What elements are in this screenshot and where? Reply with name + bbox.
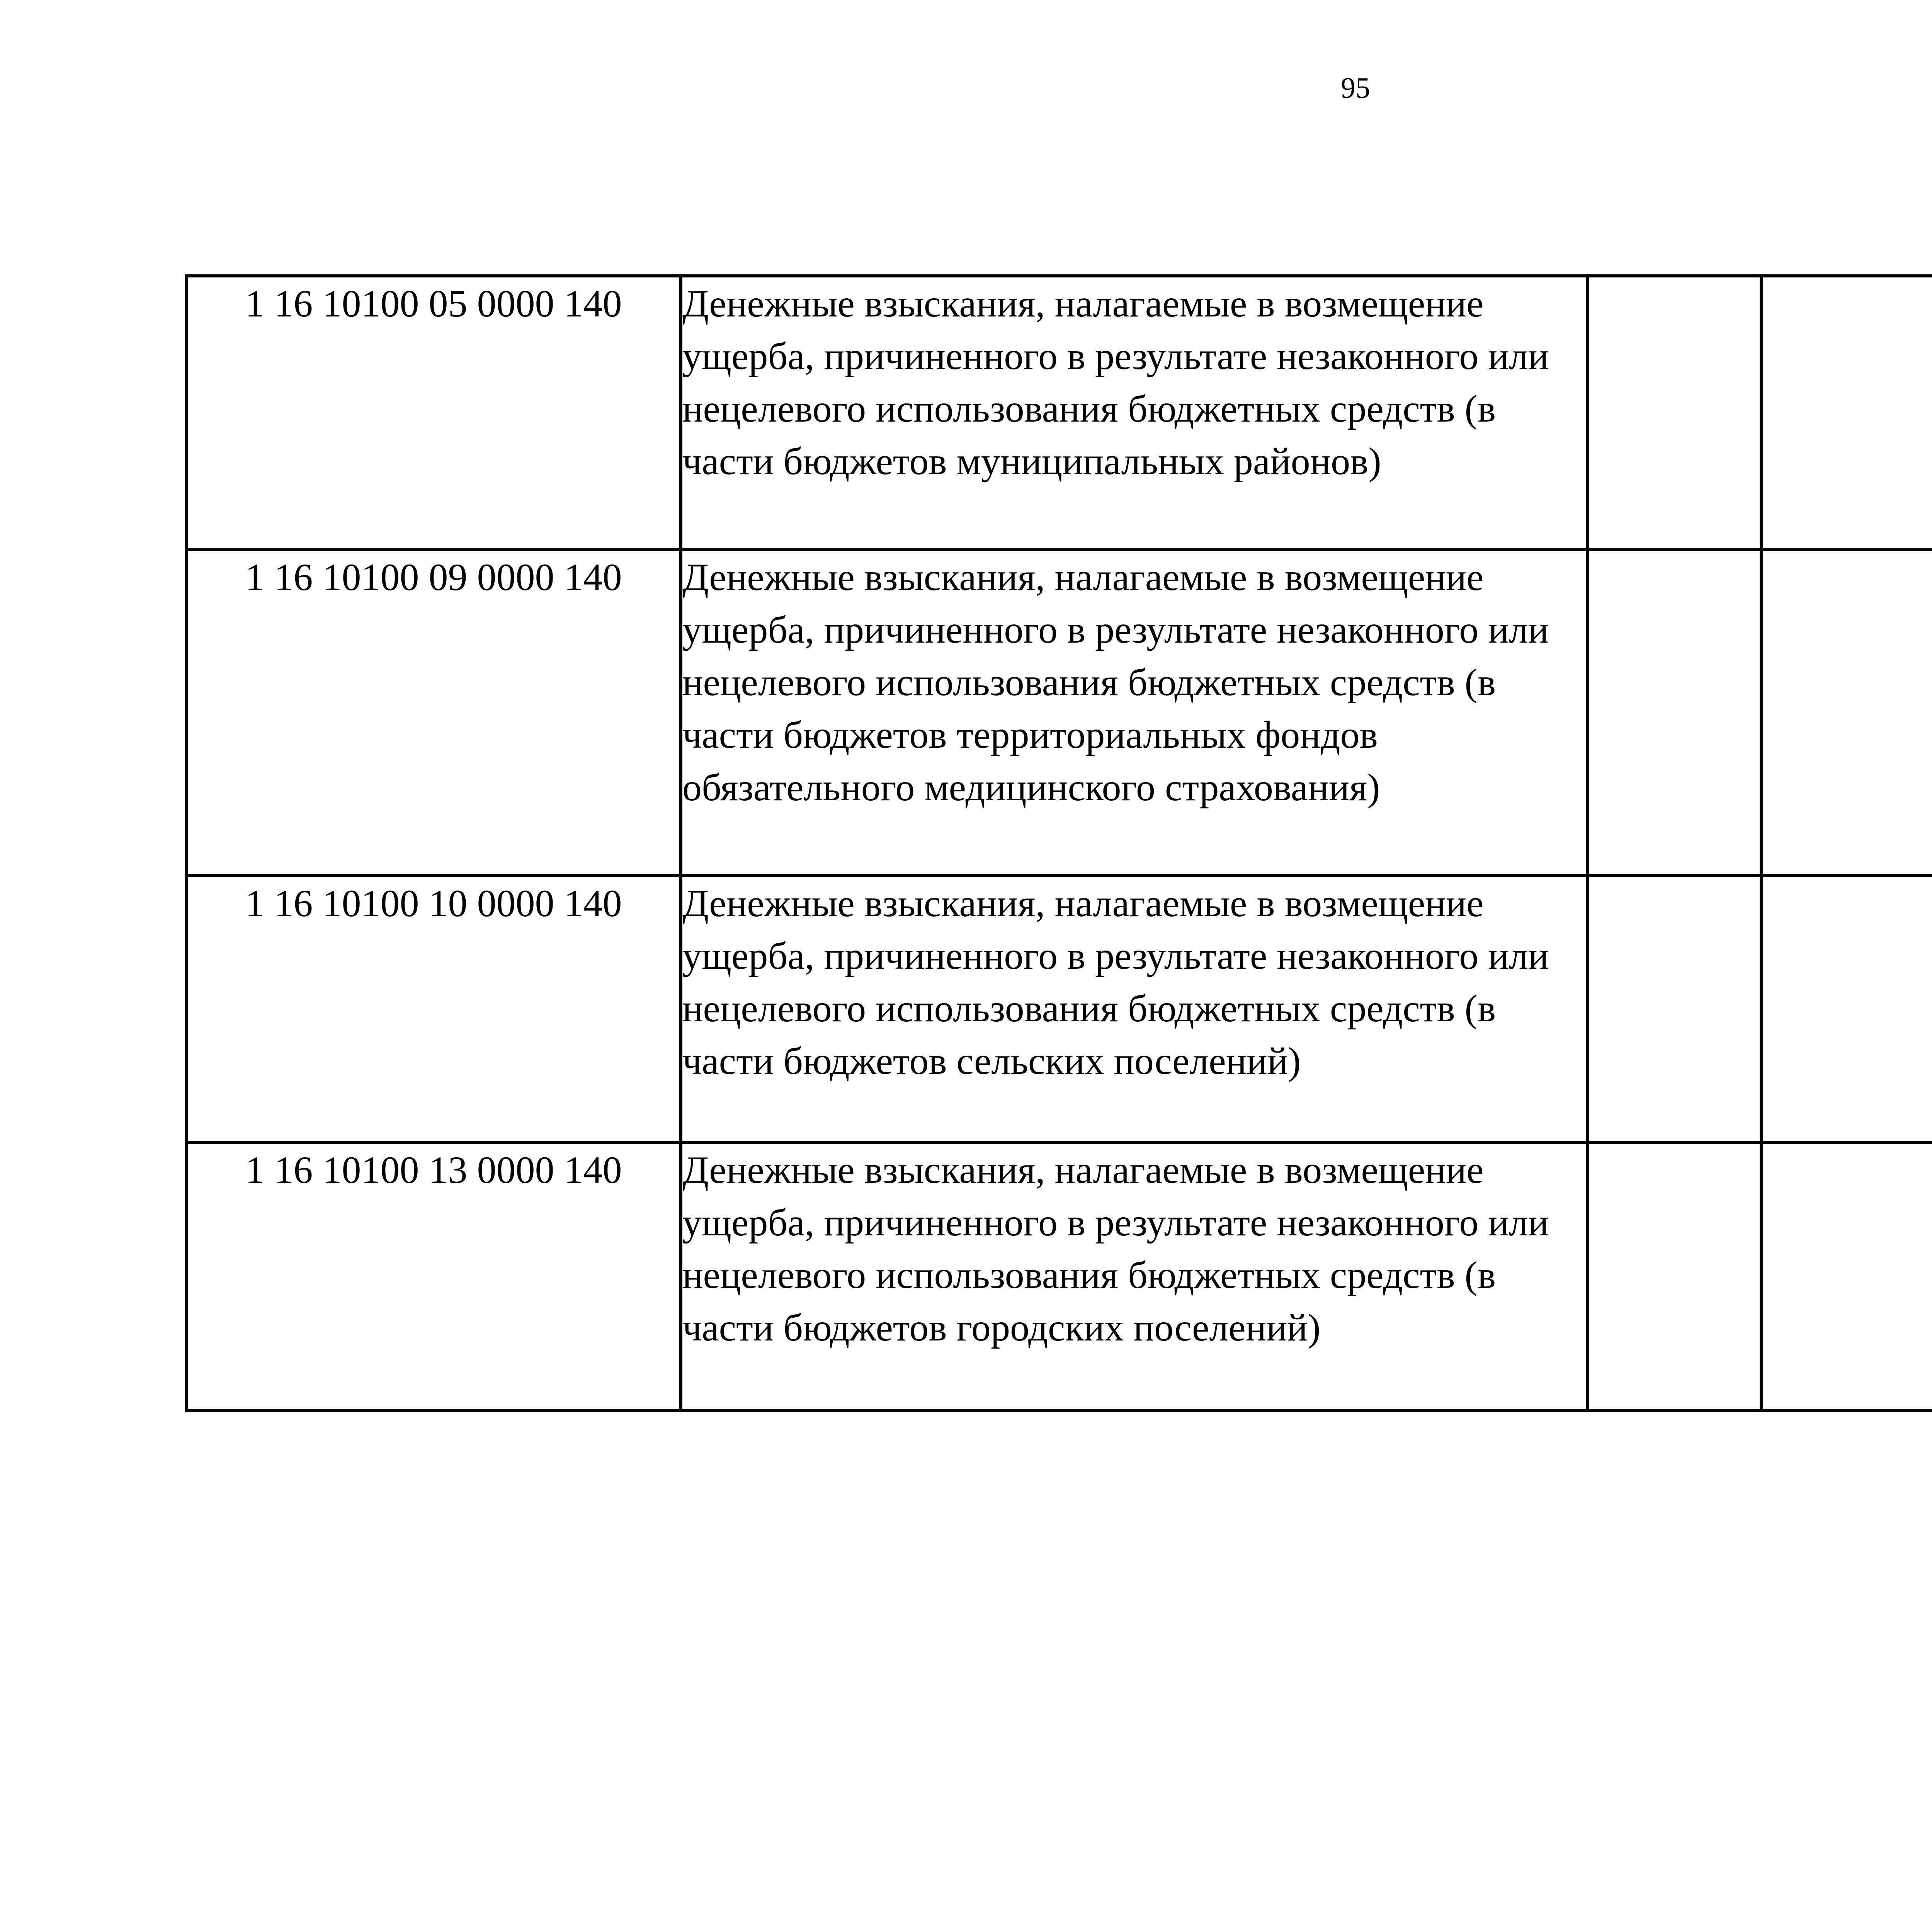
budget-revenue-table: [185, 274, 1932, 1412]
table-row: [186, 549, 1932, 876]
budget-code: 1 16 10100 05 0000 140: [186, 276, 681, 549]
table-row: [186, 276, 1932, 549]
value-cell: [1761, 876, 1932, 1142]
revenue-description: Денежные взыскания, налагаемые в возмещение ущерба, причиненного в результате незаконного или нецелевого использования бюджетных средств (в части бюджетов муниципальных районов): [681, 276, 1587, 549]
table-row: [186, 876, 1932, 1142]
table-row: [186, 1142, 1932, 1410]
page-number: 95: [1341, 72, 1370, 104]
value-cell: [1761, 276, 1932, 549]
revenue-description: Денежные взыскания, налагаемые в возмещение ущерба, причиненного в результате незаконного или нецелевого использования бюджетных средств (в части бюджетов городских поселений): [681, 1142, 1587, 1410]
revenue-description: Денежные взыскания, налагаемые в возмещение ущерба, причиненного в результате незаконного или нецелевого использования бюджетных средств (в части бюджетов территориальных фондов обязательного медицинского страхования): [681, 549, 1587, 876]
revenue-description: Денежные взыскания, налагаемые в возмещение ущерба, причиненного в результате незаконного или нецелевого использования бюджетных средств (в части бюджетов сельских поселений): [681, 876, 1587, 1142]
value-cell: [1587, 549, 1761, 876]
value-cell: [1761, 549, 1932, 876]
budget-code: 1 16 10100 09 0000 140: [186, 549, 681, 876]
value-cell: [1761, 1142, 1932, 1410]
budget-code: 1 16 10100 13 0000 140: [186, 1142, 681, 1410]
budget-code: 1 16 10100 10 0000 140: [186, 876, 681, 1142]
value-cell: [1587, 876, 1761, 1142]
value-cell: [1587, 1142, 1761, 1410]
value-cell: [1587, 276, 1761, 549]
